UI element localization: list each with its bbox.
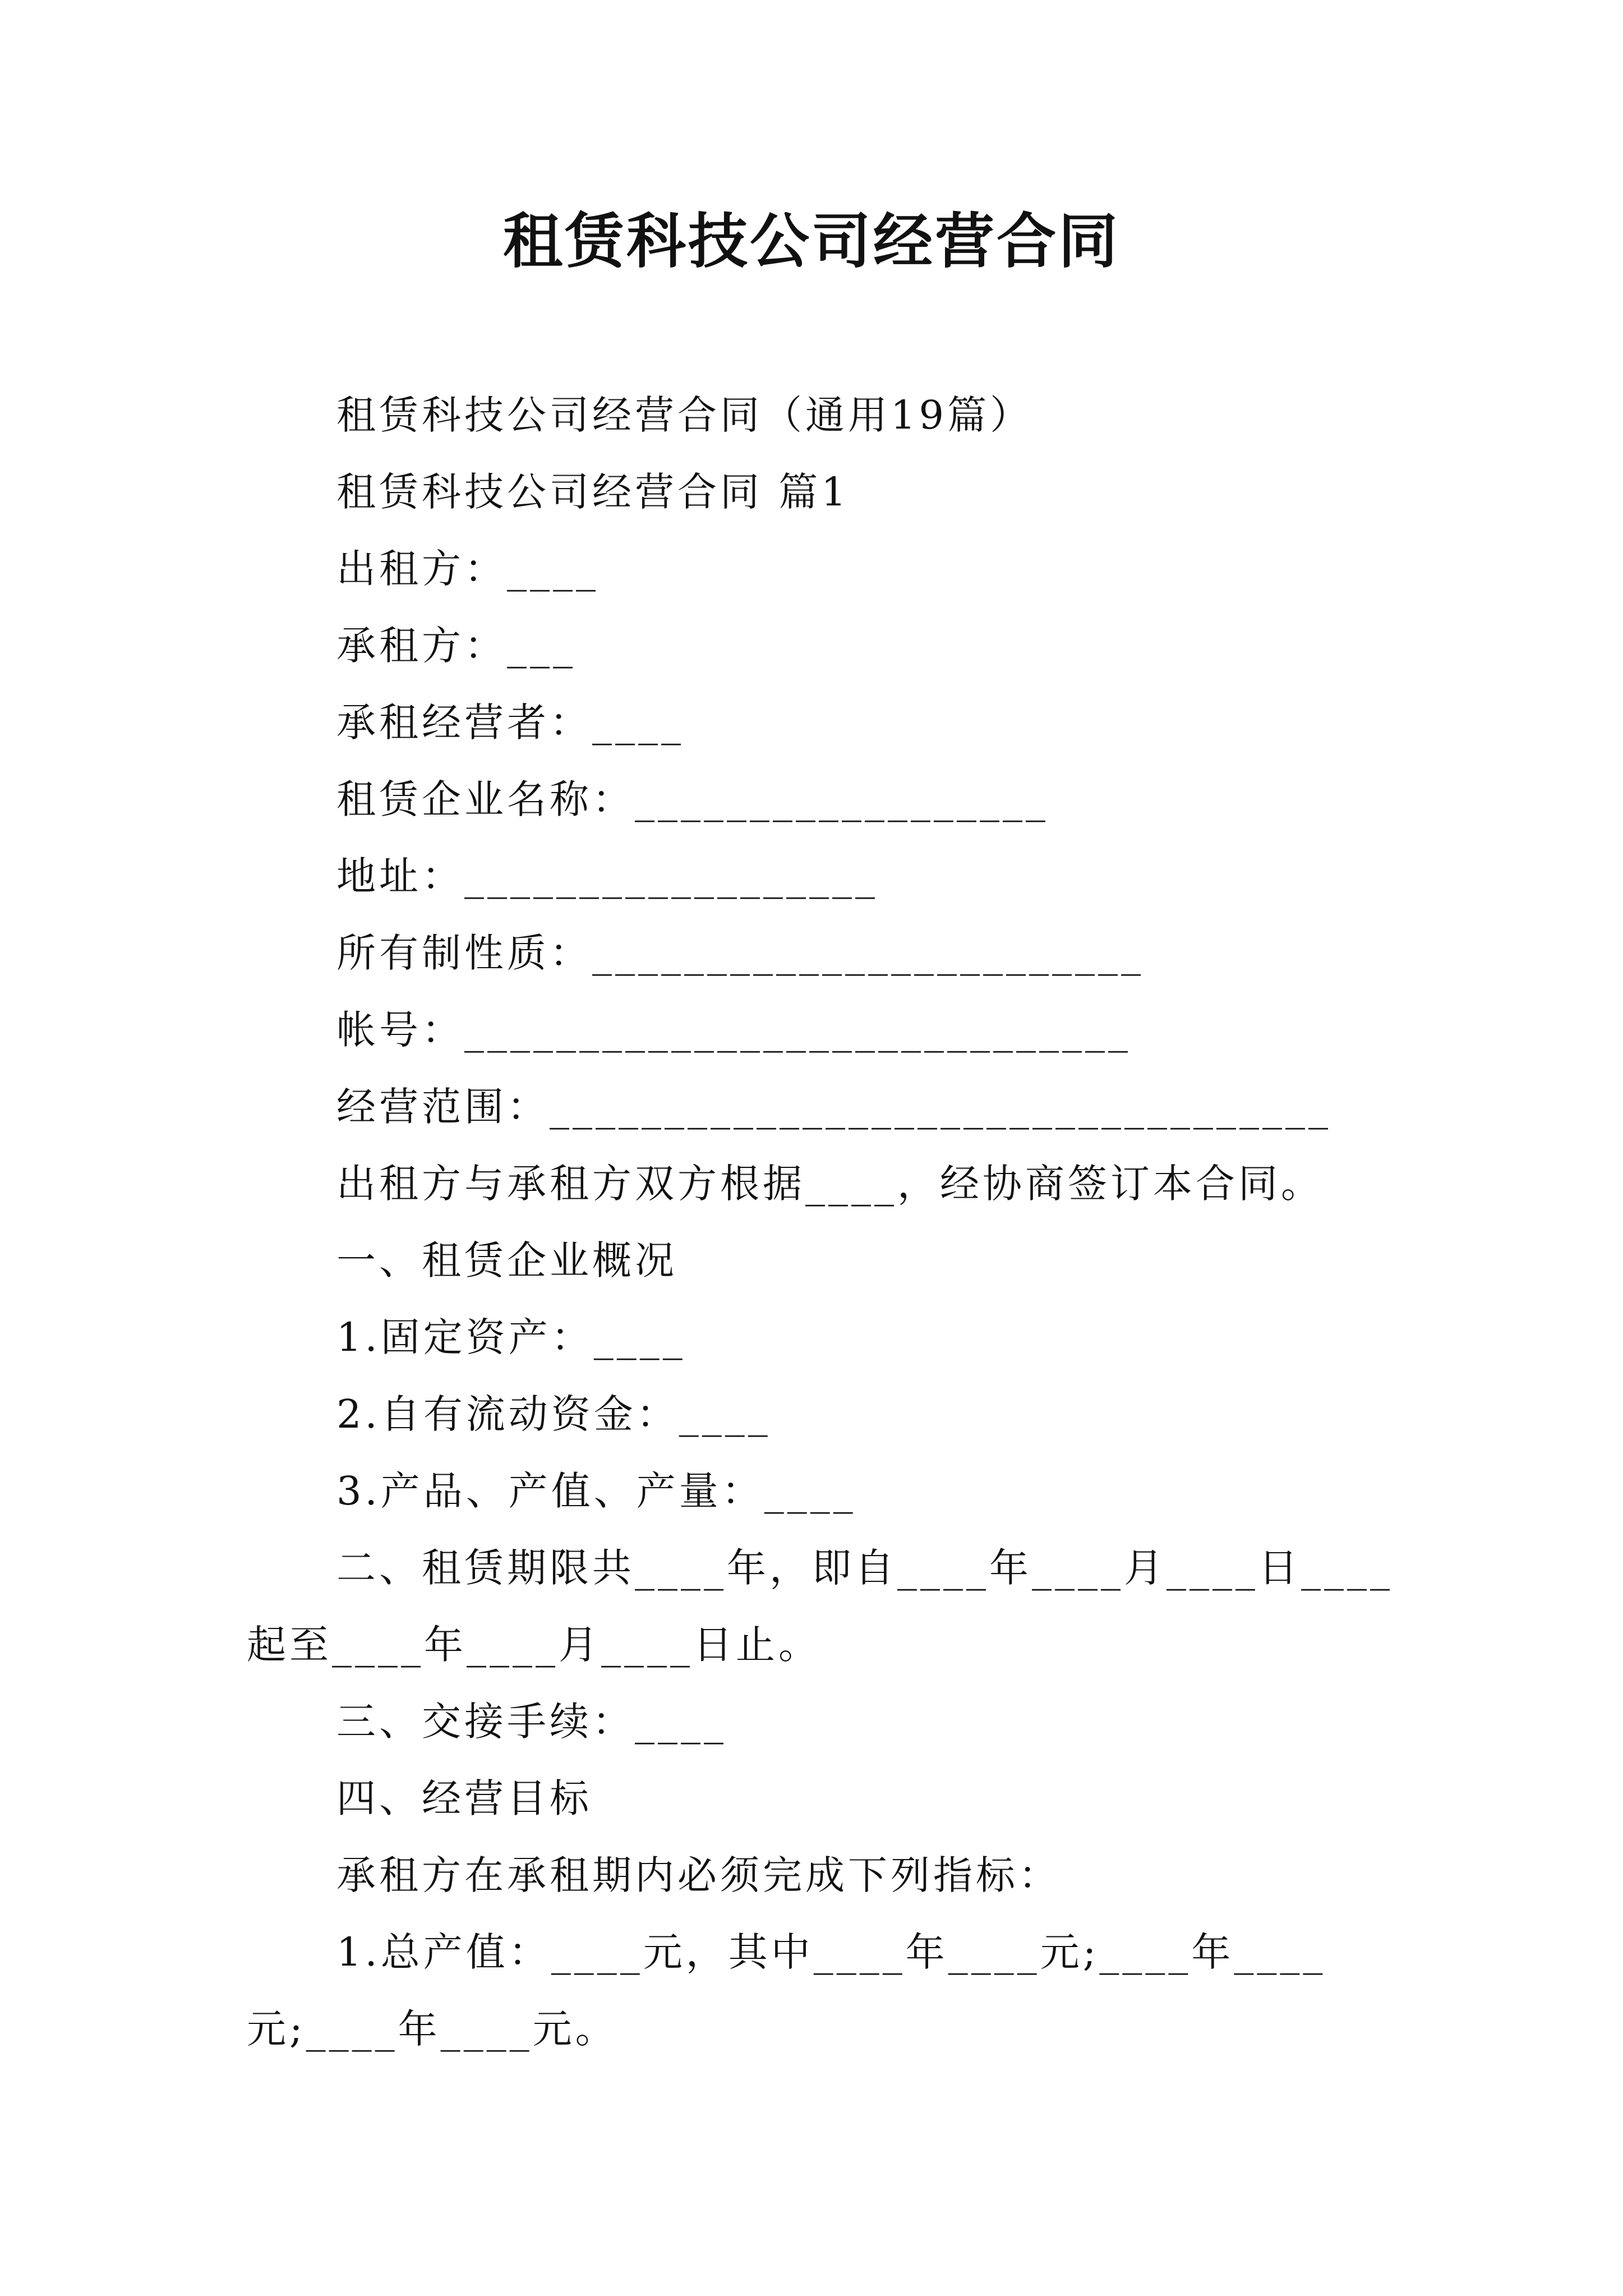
section-heading: 租赁科技公司经营合同 篇1 bbox=[336, 469, 850, 515]
doc-subtitle: 租赁科技公司经营合同（通用19篇） bbox=[336, 392, 1033, 438]
clause-term-cont: 起至____年____月____日止。 bbox=[247, 1622, 821, 1668]
field-operator: 承租经营者：____ bbox=[336, 700, 684, 746]
clause-handover: 三、交接手续：____ bbox=[336, 1699, 727, 1745]
field-account: 帐号：_____________________________ bbox=[336, 1007, 1131, 1053]
clause-heading-1: 一、租赁企业概况 bbox=[336, 1237, 677, 1283]
clause-heading-4: 四、经营目标 bbox=[336, 1775, 592, 1821]
paragraph-targets: 承租方在承租期内必须完成下列指标： bbox=[336, 1852, 1061, 1898]
item-working-capital: 2.自有流动资金：____ bbox=[336, 1391, 771, 1437]
field-scope: 经营范围：__________________________________ bbox=[336, 1084, 1331, 1130]
item-fixed-assets: 1.固定资产：____ bbox=[336, 1314, 686, 1360]
field-address: 地址：__________________ bbox=[336, 853, 878, 899]
field-ownership: 所有制性质：________________________ bbox=[336, 930, 1144, 976]
item-products: 3.产品、产值、产量：____ bbox=[336, 1468, 856, 1514]
item-total-output-cont: 元;____年____元。 bbox=[247, 2006, 618, 2052]
clause-term: 二、租赁期限共____年，即自____年____月____日____ bbox=[336, 1545, 1393, 1591]
field-lessor: 出租方：____ bbox=[336, 546, 599, 592]
field-lessee: 承租方：___ bbox=[336, 623, 576, 669]
document-title: 租赁科技公司经营合同 bbox=[503, 206, 1120, 276]
paragraph-basis: 出租方与承租方双方根据____，经协商签订本合同。 bbox=[336, 1161, 1324, 1207]
field-enterprise: 租赁企业名称：__________________ bbox=[336, 776, 1049, 822]
item-total-output: 1.总产值：____元，其中____年____元;____年____ bbox=[336, 1929, 1326, 1975]
